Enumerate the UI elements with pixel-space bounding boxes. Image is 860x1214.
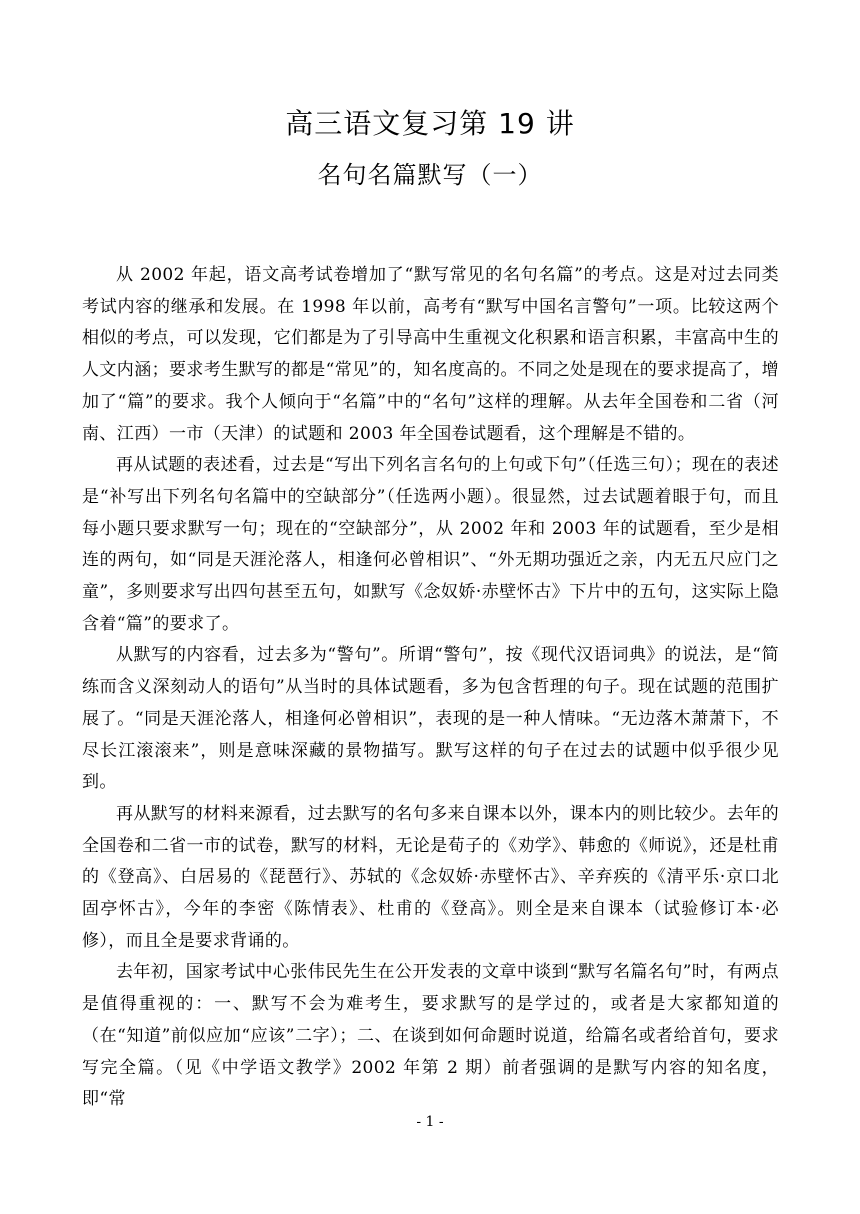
document-title: 高三语文复习第 19 讲	[285, 107, 575, 140]
paragraph-2: 再从试题的表述看，过去是“写出下列名言名句的上句或下句”（任选三句）；现在的表述是“补写出下列名句名篇中的空缺部分”（任选两小题）。很显然，过去试题着眼于句，而且每小题只要求默写一句；现在的“空缺部分”，从 2002 年和 2003 年的试题看，至少是相连的两句，如“同是天涯沦落人，相逢何必曾相识”、“外无期功强近之亲，内无五尺应门之童”，多则要求写出四句甚至五句，如默写《念奴娇·赤壁怀古》下片中的五句，这实际上隐含着“篇”的要求了。	[82, 455, 779, 634]
body-text	[82, 260, 779, 1116]
document-subtitle: 名句名篇默写（一）	[317, 161, 543, 189]
paragraph-5: 去年初，国家考试中心张伟民先生在公开发表的文章中谈到“默写名篇名句”时，有两点是值得重视的：一、默写不会为难考生，要求默写的是学过的，或者是大家都知道的（在“知道”前似应加“应该”二字）；二、在谈到如何命题时说道，给篇名或者给首句，要求写完全篇。（见《中学语文教学》2002 年第 2 期）前者强调的是默写内容的知名度，即“常	[82, 962, 779, 1110]
paragraph-4: 再从默写的材料来源看，过去默写的名句多来自课本以外，课本内的则比较少。去年的全国卷和二省一市的试卷，默写的材料，无论是荀子的《劝学》、韩愈的《师说》，还是杜甫的《登高》、白居易的《琵琶行》、苏轼的《念奴娇·赤壁怀古》、辛弃疾的《清平乐·京口北固亭怀古》，今年的李密《陈情表》、杜甫的《登高》。则全是来自课本（试验修订本·必修），而且全是要求背诵的。	[82, 803, 779, 951]
paragraph-3: 从默写的内容看，过去多为“警句”。所谓“警句”，按《现代汉语词典》的说法，是“简练而含义深刻动人的语句”从当时的具体试题看，多为包含哲理的句子。现在试题的范围扩展了。“同是天涯沦落人，相逢何必曾相识”，表现的是一种人情味。“无边落木萧萧下，不尽长江滚滚来”，则是意味深藏的景物描写。默写这样的句子在过去的试题中似乎很少见到。	[82, 645, 779, 793]
page-number: - 1 -	[416, 1114, 444, 1130]
paragraph-1: 从 2002 年起，语文高考试卷增加了“默写常见的名句名篇”的考点。这是对过去同类考试内容的继承和发展。在 1998 年以前，高考有“默写中国名言警句”一项。比较这两个相似的考点，可以发现，它们都是为了引导高中生重视文化积累和语言积累，丰富高中生的人文内涵；要求考生默写的都是“常见”的，知名度高的。不同之处是现在的要求提高了，增加了“篇”的要求。我个人倾向于“名篇”中的“名句”这样的理解。从去年全国卷和二省（河南、江西）一市（天津）的试题和 2003 年全国卷试题看，这个理解是不错的。	[82, 265, 779, 444]
